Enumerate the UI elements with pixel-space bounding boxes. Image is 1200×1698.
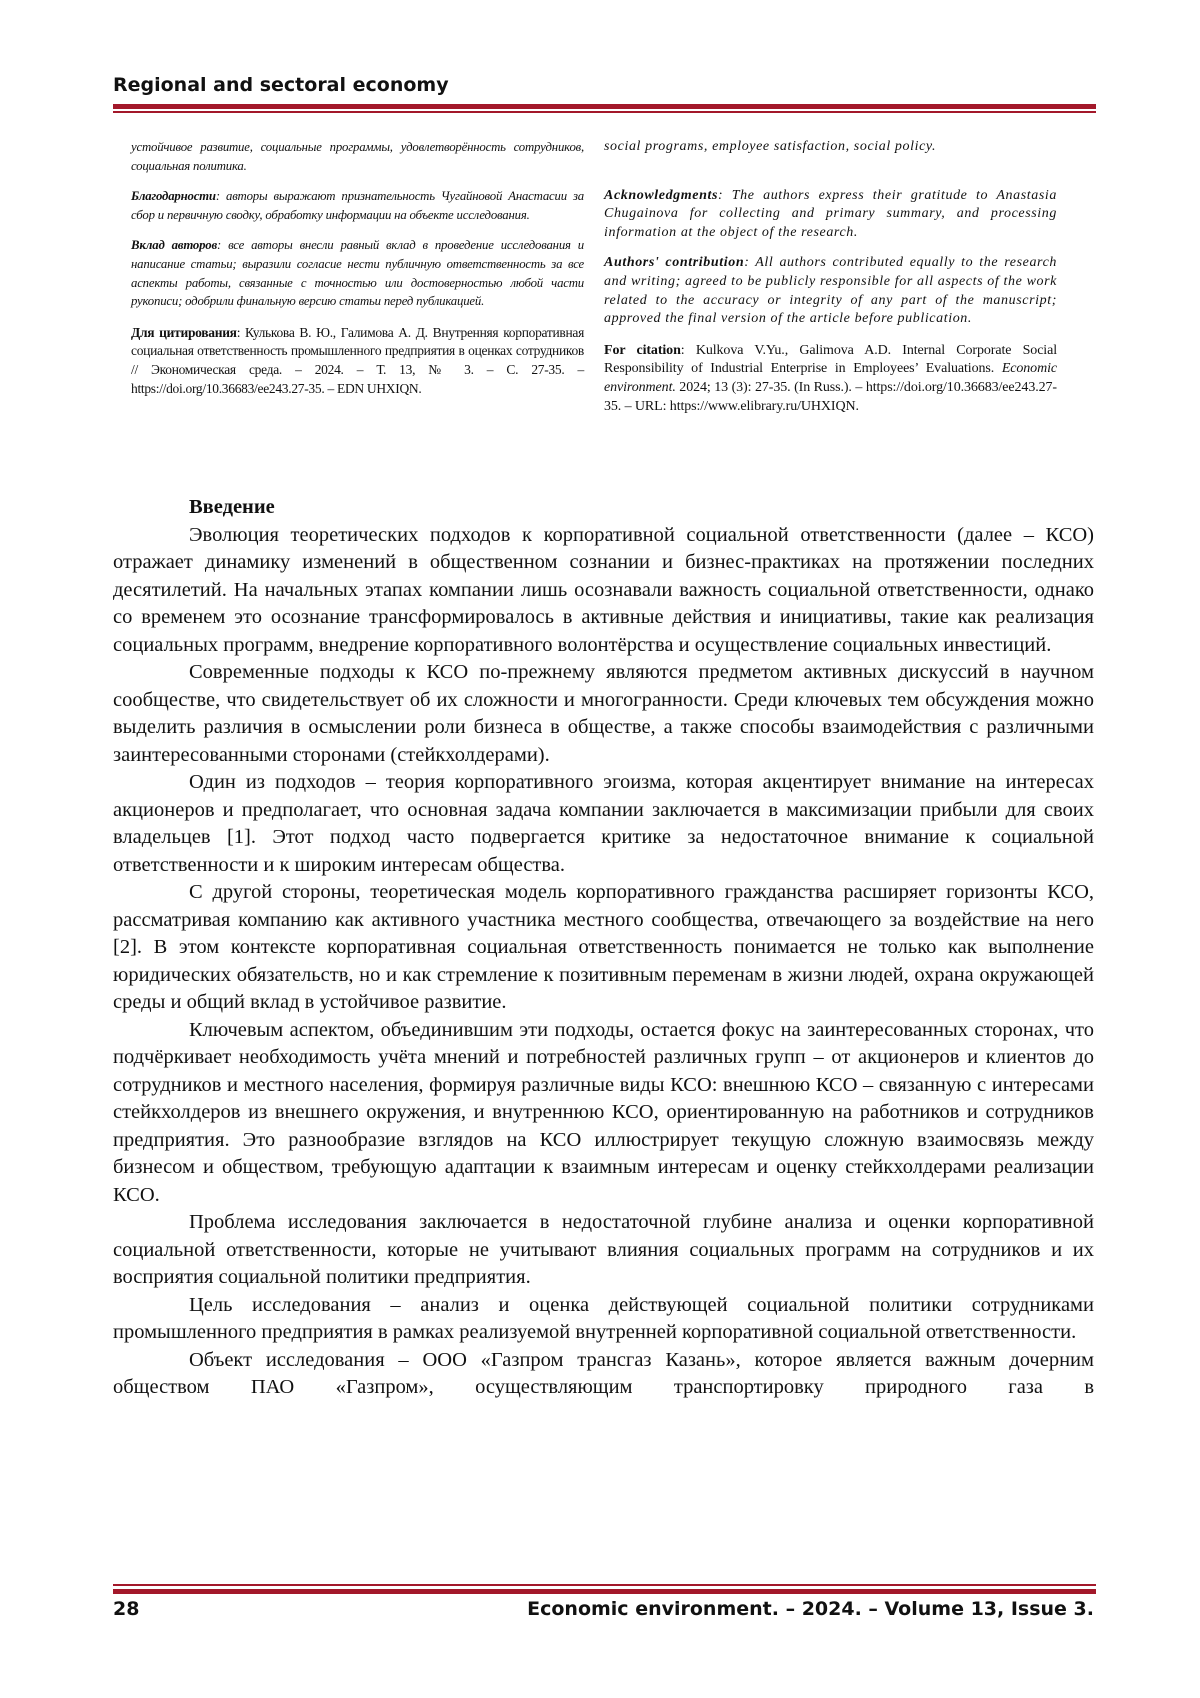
contribution-en-text: : All authors contributed equally to the research and writing; agreed to be publicly responsible for all aspects of the work related to the accuracy or integrity of any part of the manuscript; approved the final version of the article before publication. — [604, 255, 1057, 327]
acknowledgments-en-label: Acknowledgments — [604, 187, 719, 203]
journal-footer: Economic environment. – 2024. – Volume 13, Issue 3. — [527, 1598, 1094, 1620]
footer-rule-thick — [113, 1589, 1096, 1594]
acknowledgments-en — [604, 187, 1057, 243]
citation-ru-label: Для цитирования — [131, 324, 237, 340]
english-column — [604, 138, 1057, 416]
body-paragraph: С другой стороны, теоретическая модель корпоративного гражданства расширяет горизонты КСО, рассматривая компанию как активного участника местного сообщества, отвечающего за воздействие на него [2]. В этом контексте корпоративная социальная ответственность понимается не только как выполнение юридических обязательств, но и как стремление к позитивным переменам в жизни людей, охрана окружающей среды и общий вклад в устойчивое развитие. — [113, 881, 1094, 1013]
body-paragraph: Современные подходы к КСО по-прежнему являются предметом активных дискуссий в научном сообществе, что свидетельствует об их сложности и многогранности. Среди ключевых тем обсуждения можно выделить различия в осмыслении роли бизнеса в обществе, а также способы взаимодействия с различными заинтересованными сторонами (стейкхолдерами). — [113, 661, 1094, 766]
contribution-en-label: Authors' contribution — [604, 255, 745, 271]
section-heading: Введение — [189, 496, 275, 518]
citation-en-text-b: 2024; 13 (3): 27-35. (In Russ.). – https://doi.org/10.36683/ee243.27-35. – URL: https://www.elibrary.ru/UHXIQN. — [604, 379, 1057, 414]
bilingual-front-matter — [131, 138, 1077, 468]
body-paragraph: Ключевым аспектом, объединившим эти подходы, остается фокус на заинтересованных сторонах, что подчёркивает необходимость учёта мнений и потребностей различных групп – от акционеров и клиентов до сотрудников и местного населения, формируя различные виды КСО: внешнюю КСО – связанную с интересами стейкхолдеров из внешнего окружения, и внутреннюю КСО, ориентированную на работников и сотрудников предприятия. Это разнообразие взглядов на КСО иллюстрирует текущую сложную взаимосвязь между бизнесом и обществом, требующую адаптации к взаимным интересам и оценку стейкхолдерами реализации КСО. — [113, 1018, 1094, 1206]
body-paragraph: Проблема исследования заключается в недостаточной глубине анализа и оценки корпоративной социальной ответственности, которые не учитывают влияния социальных программ на сотрудников и их восприятия социальной политики предприятия. — [113, 1211, 1094, 1288]
contribution-ru-text: : все авторы внесли равный вклад в проведение исследования и написание статьи; выразили согласие нести публичную ответственность за все аспекты работы, связанные с точностью или достоверностью любой части рукописи; одобрили финальную версию статьи перед публикацией. — [131, 238, 584, 309]
footer-rule-thin — [113, 1584, 1096, 1586]
keywords-ru: устойчивое развитие, социальные программы, удовлетворённость сотрудников, социальная политика. — [131, 140, 584, 173]
header-rule-thick — [113, 104, 1096, 109]
contribution-ru — [131, 236, 584, 310]
citation-en-text-a: : Kulkova V.Yu., Galimova A.D. Internal Corporate Social Responsibility of Industrial Enterprise in Employees’ Evaluations. — [604, 342, 1058, 377]
acknowledgments-ru-text: : авторы выражают признательность Чугайновой Анастасии за сбор и первичную сводку, обработку информации на объекте исследования. — [131, 189, 584, 222]
acknowledgments-en-text: : The authors express their gratitude to Anastasia Chugainova for collecting and primary summary, and processing information at the object of the research. — [604, 187, 1057, 240]
citation-ru-text: : Кулькова В. Ю., Галимова А. Д. Внутренняя корпоративная социальная ответственность промышленного предприятия в оценках сотрудников // Экономическая среда. – 2024. – Т. 13, № 3. – С. 27-35. – https://doi.org/10.36683/ee243.27-35. – EDN UHXIQN. — [131, 324, 584, 396]
acknowledgments-ru — [131, 187, 584, 224]
body-paragraph: Объект исследования – ООО «Газпром трансгаз Казань», которое является важным дочерним обществом ПАО «Газпром», осуществляющим транспортировку природного газа в — [113, 1348, 1094, 1398]
citation-ru — [131, 324, 584, 398]
page-number: 28 — [113, 1598, 140, 1620]
body-paragraph: Цель исследования – анализ и оценка действующей социальной политики сотрудниками промышленного предприятия в рамках реализуемой внутренней корпоративной социальной ответственности. — [113, 1293, 1094, 1343]
citation-en-label: For citation — [604, 342, 681, 358]
keywords-en: social programs, employee satisfaction, social policy. — [604, 139, 937, 154]
contribution-ru-label: Вклад авторов — [131, 238, 218, 253]
citation-en — [604, 342, 1057, 416]
running-head: Regional and sectoral economy — [113, 74, 449, 96]
citation-en-journal: Economic environment. — [604, 361, 1057, 395]
russian-column — [131, 138, 584, 398]
body-paragraph: Эволюция теоретических подходов к корпоративной социальной ответственности (далее – КСО) отражает динамику изменений в общественном сознании и бизнес-практиках на протяжении последних десятилетий. На начальных этапах компании лишь осознавали важность социальной ответственности, однако со временем это осознание трансформировалось в активные действия и инициативы, такие как реализация социальных программ, внедрение корпоративного волонтёрства и осуществление социальных инвестиций. — [113, 523, 1094, 656]
body-paragraph: Один из подходов – теория корпоративного эгоизма, которая акцентирует внимание на интересах акционеров и предполагает, что основная задача компании заключается в максимизации прибыли для своих владельцев [1]. Этот подход часто подвергается критике за недостаточное внимание к социальной ответственности и к широким интересам общества. — [113, 771, 1094, 876]
article-body — [113, 494, 1094, 1402]
acknowledgments-ru-label: Благодарности — [131, 189, 216, 204]
header-rule-thin — [113, 111, 1096, 113]
contribution-en — [604, 254, 1057, 328]
